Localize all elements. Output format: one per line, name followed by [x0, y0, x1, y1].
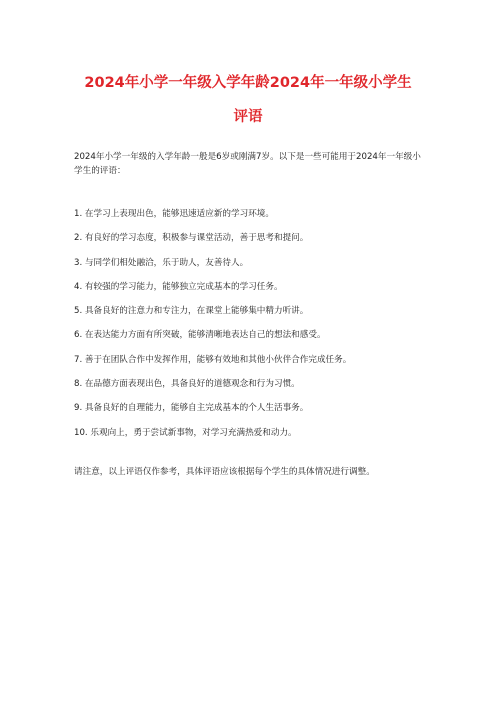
list-item: 4. 有较强的学习能力，能够独立完成基本的学习任务。 [74, 281, 283, 292]
document-title [60, 66, 436, 134]
title-line-2: 评语 [233, 109, 263, 125]
list-item: 3. 与同学们相处融洽，乐于助人，友善待人。 [74, 257, 249, 268]
list-item: 5. 具备良好的注意力和专注力，在课堂上能够集中精力听讲。 [74, 306, 309, 317]
list-item: 9. 具备良好的自理能力，能够自主完成基本的个人生活事务。 [74, 403, 309, 414]
list-item: 1. 在学习上表现出色，能够迅速适应新的学习环境。 [74, 209, 274, 219]
list-item: 7. 善于在团队合作中发挥作用，能够有效地和其他小伙伴合作完成任务。 [74, 354, 352, 365]
comment-list [74, 208, 434, 451]
list-item: 10. 乐观向上，勇于尝试新事物，对学习充满热爱和动力。 [74, 427, 297, 438]
list-item: 8. 在品德方面表现出色，具备良好的道德观念和行为习惯。 [74, 379, 300, 390]
title-line-1: 2024年小学一年级入学年龄2024年一年级小学生 [84, 75, 412, 91]
intro-paragraph: 2024年小学一年级的入学年龄一般是6岁或刚满7岁。以下是一些可能用于2024年一年级小学生的评语： [74, 152, 421, 176]
list-item: 6. 在表达能力方面有所突破，能够清晰地表达自己的想法和感受。 [74, 330, 326, 341]
list-item: 2. 有良好的学习态度，积极参与课堂活动，善于思考和提问。 [74, 233, 309, 244]
closing-note: 请注意，以上评语仅作参考，具体评语应该根据每个学生的具体情况进行调整。 [74, 467, 375, 477]
